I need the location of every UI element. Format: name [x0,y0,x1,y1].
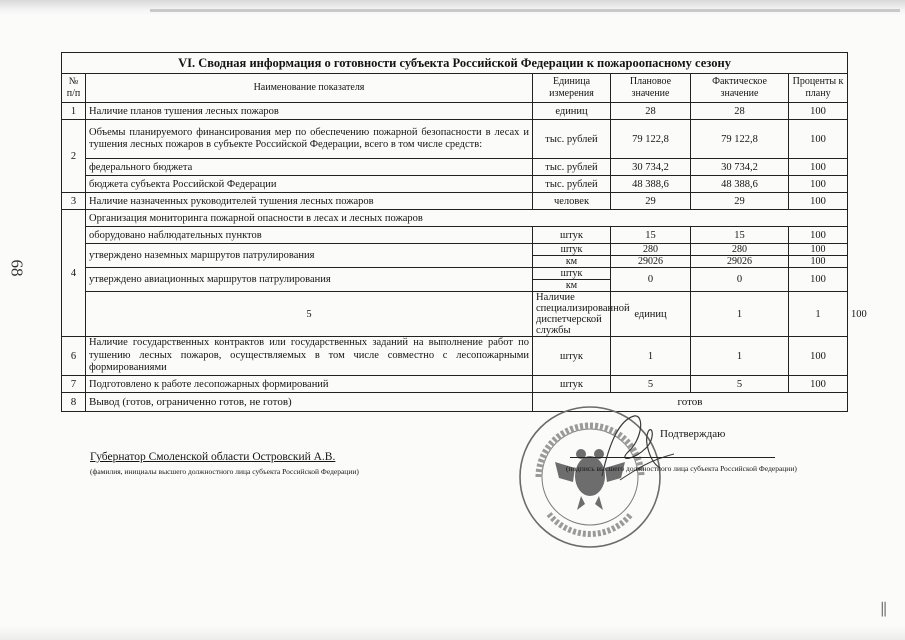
header-fact: Фактическое значение [691,74,789,103]
scan-edge-top [0,0,905,16]
header-plan: Плановое значение [611,74,691,103]
conclusion-value: готов [533,393,848,412]
table-row: 6 Наличие государственных контрактов или государственных заданий на выполнение работ по тушению лесных пожаров, осуществляемых в том числе совместно с лесопожарными формированиями штук 1 1 100 [62,337,848,376]
handwritten-signature [590,410,680,485]
table-row: 5 Наличие специализированной диспетчерской службы единиц 1 1 100 [62,292,848,337]
governor-name: Губернатор Смоленской области Островский А.В. [90,451,336,463]
table-row: утверждено авиационных маршрутов патрулирования штук 0 0 100 [62,268,848,280]
table-row: 2 Объемы планируемого финансирования мер по обеспечению пожарной безопасности в лесах и тушения лесных пожаров в субъекте Российской Федерации, всего в том числе средств: тыс. рублей 79 122,8 79 122,8 100 [62,120,848,159]
readiness-table [61,52,867,412]
table-row: км [62,280,848,292]
signature-line [570,457,775,458]
signature-caption: (подпись высшего должностного лица субъекта Российской Федерации) [566,464,797,473]
approve-label: Подтверждаю [660,428,726,440]
scan-edge-bottom [0,626,905,640]
header-name: Наименование показателя [86,74,533,103]
table-row: 8 Вывод (готов, ограниченно готов, не готов) готов [62,393,848,412]
table-row: км 29026 29026 100 [62,256,848,268]
page-number: 68 [7,259,27,277]
table-row: 3 Наличие назначенных руководителей тушения лесных пожаров человек 29 29 100 [62,193,848,210]
governor-caption: (фамилия, инициалы высшего должностного лица субъекта Российской Федерации) [90,467,359,476]
scan-mark: ∥ [880,602,888,619]
table-row: федерального бюджета тыс. рублей 30 734,2 30 734,2 100 [62,159,848,176]
table-row: утверждено наземных маршрутов патрулирования штук 280 280 100 [62,244,848,256]
table-row: оборудовано наблюдательных пунктов штук 15 15 100 [62,227,848,244]
header-unit: Единица измерения [533,74,611,103]
table-row: 7 Подготовлено к работе лесопожарных формирований штук 5 5 100 [62,376,848,393]
table-row: 1 Наличие планов тушения лесных пожаров единиц 28 28 100 [62,103,848,120]
table-row: 4 Организация мониторинга пожарной опасности в лесах и лесных пожаров [62,210,848,227]
header-pct: Проценты к плану [789,74,848,103]
table-row: бюджета субъекта Российской Федерации тыс. рублей 48 388,6 48 388,6 100 [62,176,848,193]
table-title: VI. Сводная информация о готовности субъекта Российской Федерации к пожароопасному сезону [62,53,848,74]
header-num: № п/п [62,74,86,103]
